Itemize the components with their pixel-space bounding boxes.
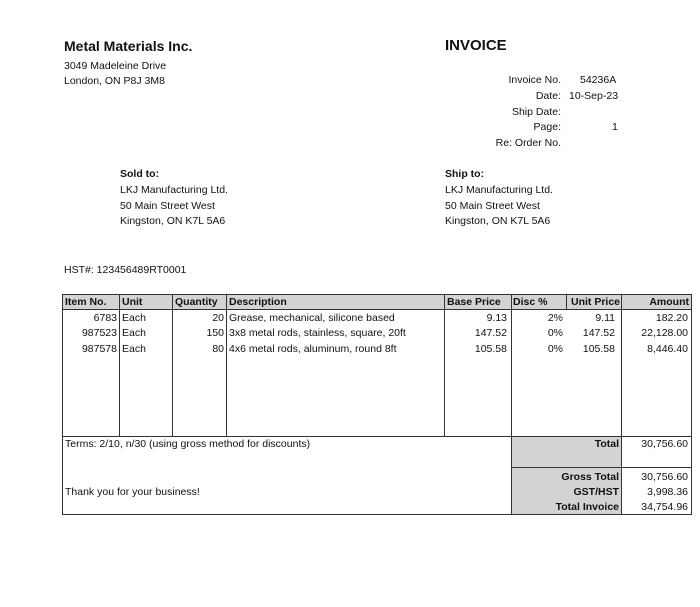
row2-disc: 0% bbox=[547, 327, 563, 339]
ship-to-address-line1: 50 Main Street West bbox=[445, 200, 540, 212]
row2-item: 987523 bbox=[81, 327, 117, 339]
invoice-table bbox=[62, 294, 692, 515]
row2-base: 147.52 bbox=[474, 327, 507, 339]
header-item-no: Item No. bbox=[65, 296, 107, 308]
ship-to-heading: Ship to: bbox=[445, 168, 485, 180]
col-divider bbox=[119, 295, 120, 436]
seller-address-line2: London, ON P8J 3M8 bbox=[64, 75, 165, 87]
row1-unit: Each bbox=[122, 312, 146, 324]
row1-qty: 20 bbox=[212, 312, 224, 324]
total-invoice-label: Total Invoice bbox=[555, 501, 619, 513]
row1-amount: 182.20 bbox=[655, 312, 688, 324]
row2-qty: 150 bbox=[206, 327, 224, 339]
row1-desc: Grease, mechanical, silicone based bbox=[229, 312, 395, 324]
total-invoice-value: 34,754.96 bbox=[641, 501, 688, 513]
gst-hst-value: 3,998.36 bbox=[647, 486, 688, 498]
row-divider bbox=[511, 467, 691, 468]
seller-address-line1: 3049 Madeleine Drive bbox=[64, 60, 167, 72]
row3-unit: Each bbox=[122, 343, 146, 355]
header-unit: Unit bbox=[122, 296, 143, 308]
sold-to-address-line2: Kingston, ON K7L 5A6 bbox=[120, 215, 226, 227]
header-disc: Disc % bbox=[513, 296, 548, 308]
row3-qty: 80 bbox=[212, 343, 224, 355]
invoice-no-value: 54236A bbox=[580, 74, 617, 86]
sold-to-heading: Sold to: bbox=[120, 168, 160, 180]
total-value: 30,756.60 bbox=[641, 438, 688, 450]
header-quantity: Quantity bbox=[175, 296, 218, 308]
row1-disc: 2% bbox=[547, 312, 563, 324]
col-divider bbox=[511, 295, 512, 514]
gross-total-label: Gross Total bbox=[561, 471, 619, 483]
col-divider bbox=[226, 295, 227, 436]
row2-unit: Each bbox=[122, 327, 146, 339]
row2-unit-price: 147.52 bbox=[582, 327, 615, 339]
date-label: Date: bbox=[535, 90, 561, 102]
row3-unit-price: 105.58 bbox=[582, 343, 615, 355]
row2-amount: 22,128.00 bbox=[641, 327, 688, 339]
header-unit-price: Unit Price bbox=[571, 296, 621, 308]
seller-name: Metal Materials Inc. bbox=[64, 38, 193, 54]
sold-to-name: LKJ Manufacturing Ltd. bbox=[120, 184, 228, 196]
row1-base: 9.13 bbox=[486, 312, 507, 324]
row3-base: 105.58 bbox=[474, 343, 507, 355]
thank-you-note: Thank you for your business! bbox=[65, 486, 200, 498]
row1-item: 6783 bbox=[93, 312, 117, 324]
row3-desc: 4x6 metal rods, aluminum, round 8ft bbox=[229, 343, 397, 355]
row1-unit-price: 9.11 bbox=[595, 312, 615, 324]
ship-to-address-line2: Kingston, ON K7L 5A6 bbox=[445, 215, 551, 227]
row3-amount: 8,446.40 bbox=[647, 343, 688, 355]
row-divider bbox=[63, 436, 691, 437]
invoice-no-label: Invoice No. bbox=[508, 74, 561, 86]
col-divider bbox=[621, 295, 622, 514]
payment-terms: Terms: 2/10, n/30 (using gross method for discounts) bbox=[65, 438, 311, 450]
header-base-price: Base Price bbox=[447, 296, 501, 308]
row3-item: 987578 bbox=[81, 343, 117, 355]
page-value: 1 bbox=[612, 121, 618, 133]
hst-number: HST#: 123456489RT0001 bbox=[64, 264, 187, 276]
date-value: 10-Sep-23 bbox=[569, 90, 619, 102]
ship-date-label: Ship Date: bbox=[511, 106, 561, 118]
row2-desc: 3x8 metal rods, stainless, square, 20ft bbox=[229, 327, 406, 339]
table-header-row bbox=[63, 295, 691, 310]
page-label: Page: bbox=[533, 121, 561, 133]
gross-total-value: 30,756.60 bbox=[641, 471, 688, 483]
sold-to-address-line1: 50 Main Street West bbox=[120, 200, 215, 212]
col-divider bbox=[172, 295, 173, 436]
gst-hst-label: GST/HST bbox=[573, 486, 619, 498]
ship-to-name: LKJ Manufacturing Ltd. bbox=[445, 184, 553, 196]
col-divider bbox=[566, 295, 567, 310]
re-order-label: Re: Order No. bbox=[495, 137, 561, 149]
col-divider bbox=[444, 295, 445, 436]
document-title: INVOICE bbox=[445, 37, 507, 54]
header-amount: Amount bbox=[649, 296, 689, 308]
header-description: Description bbox=[229, 296, 287, 308]
total-label: Total bbox=[594, 438, 619, 450]
row3-disc: 0% bbox=[547, 343, 563, 355]
